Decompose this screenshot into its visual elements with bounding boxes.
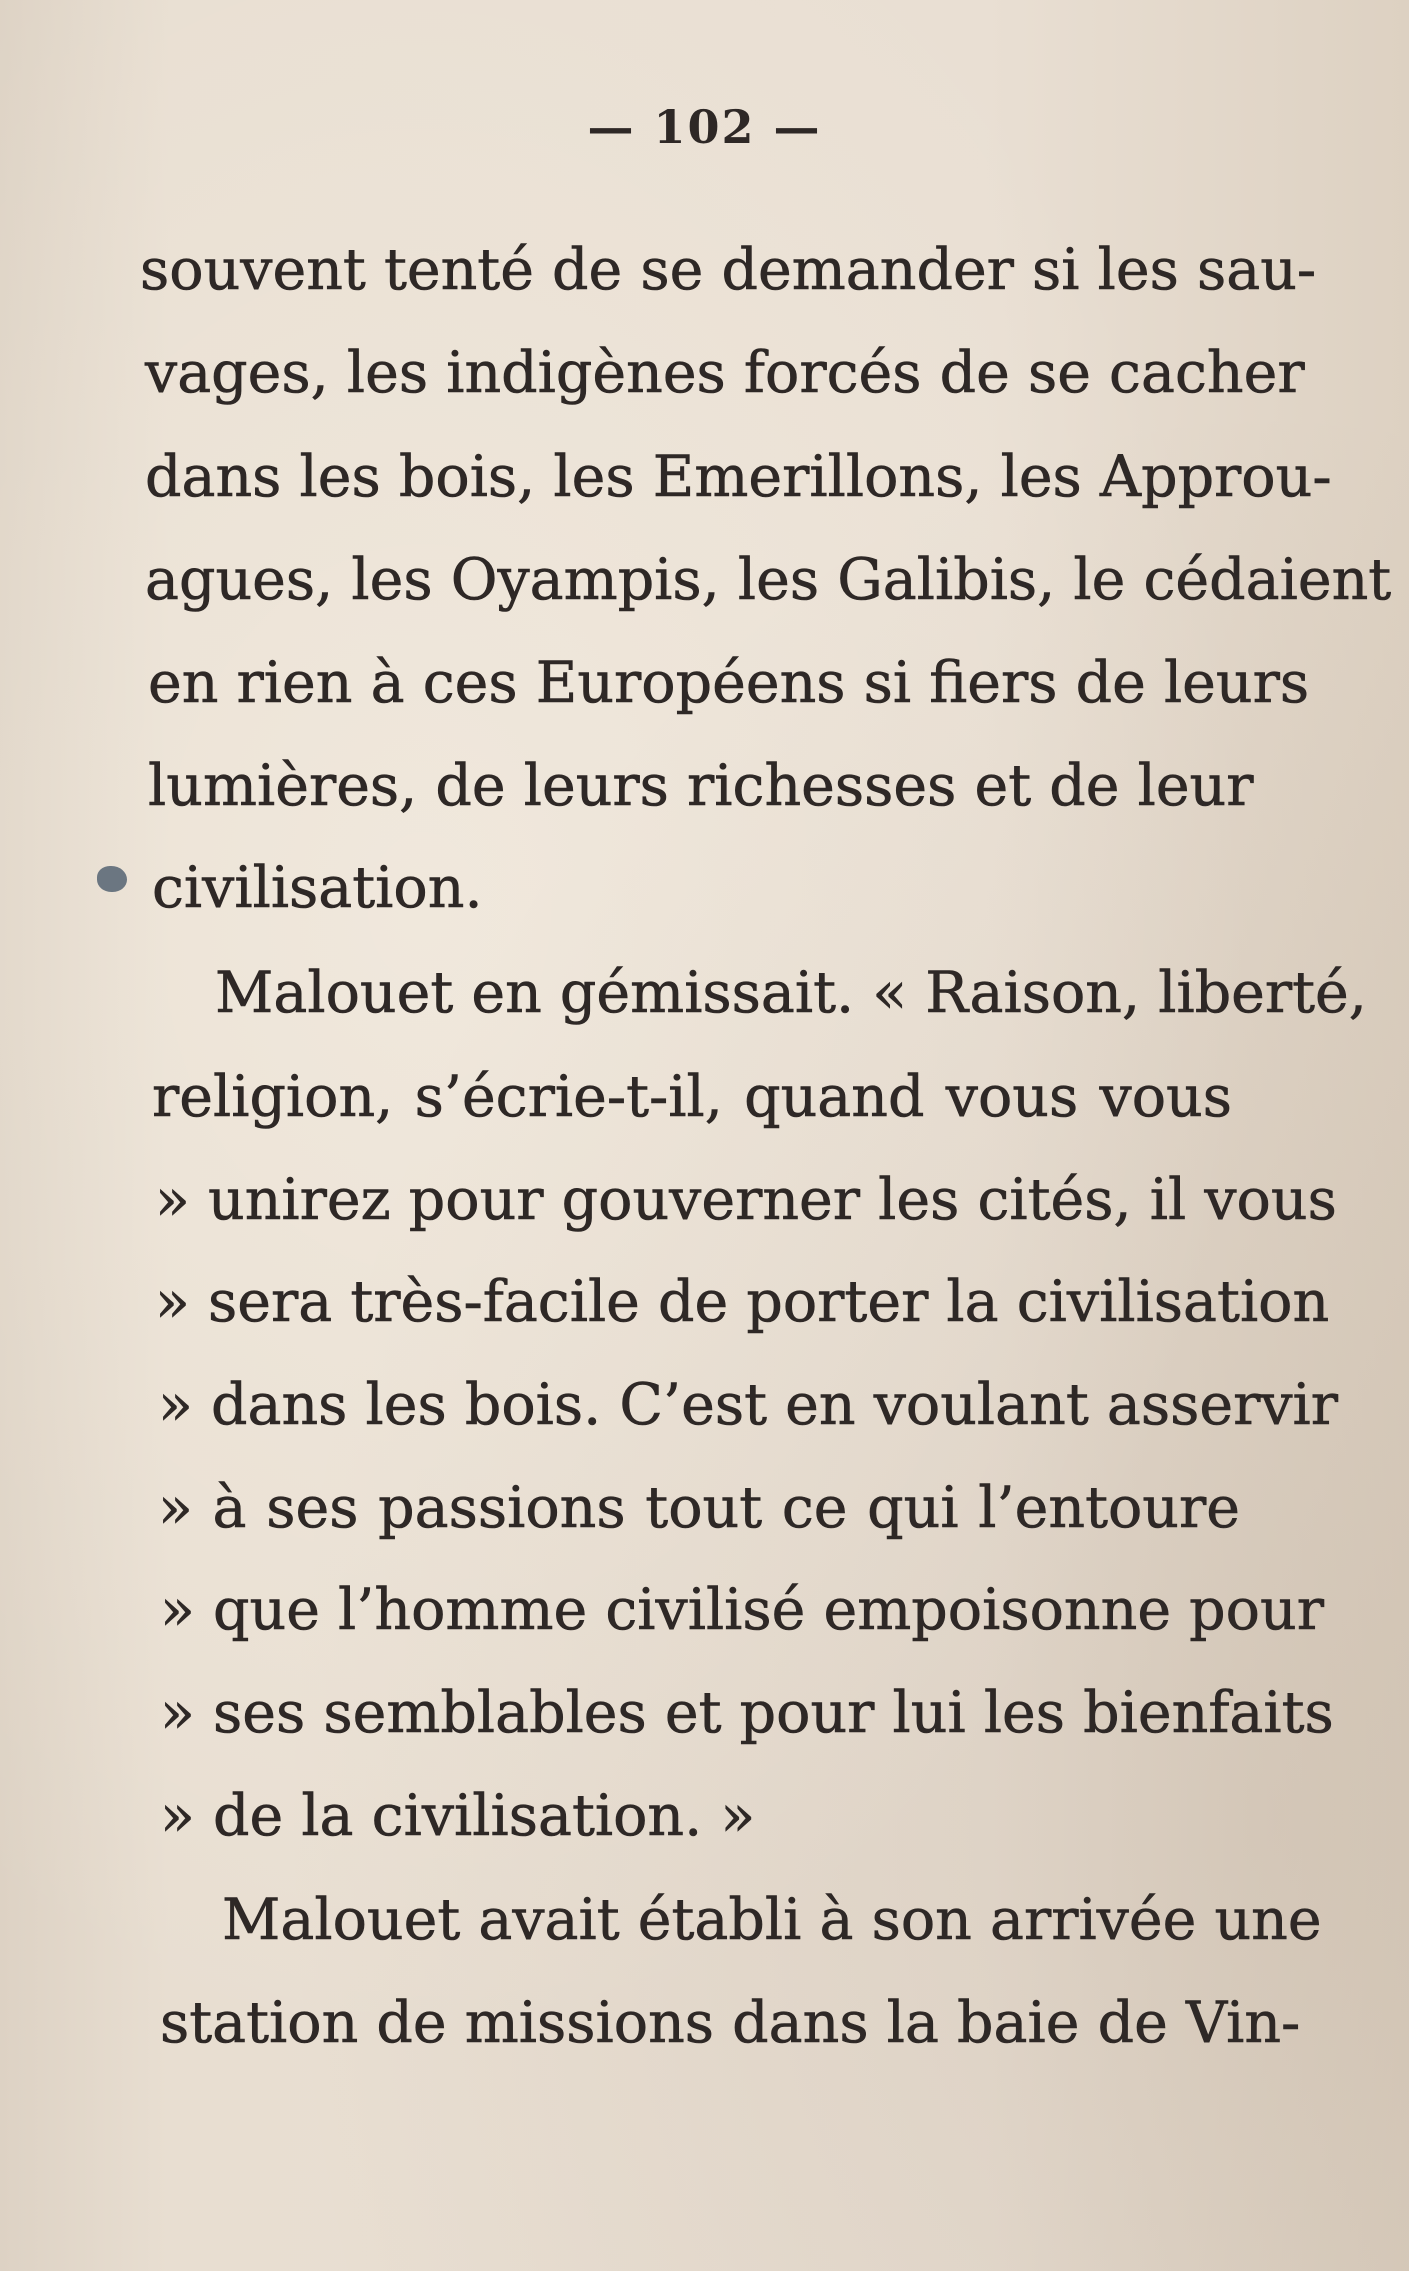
text-line: » que l’homme civilisé empoisonne pour xyxy=(160,1577,1324,1643)
ink-blot xyxy=(97,866,127,892)
text-line: civilisation. xyxy=(152,855,483,921)
page-number: — 102 — xyxy=(587,100,822,154)
text-line: » ses semblables et pour lui les bienfaits xyxy=(160,1680,1334,1746)
text-line: souvent tenté de se demander si les sau- xyxy=(140,237,1317,303)
text-line: Malouet en gémissait. « Raison, liberté, xyxy=(215,960,1367,1026)
text-line: » de la civilisation. » xyxy=(160,1783,756,1849)
text-line: station de missions dans la baie de Vin- xyxy=(160,1990,1301,2056)
text-line: agues, les Oyampis, les Galibis, le cédaient xyxy=(145,547,1392,613)
text-line: dans les bois, les Emerillons, les Approu- xyxy=(145,444,1332,510)
text-line: Malouet avait établi à son arrivée une xyxy=(222,1887,1322,1953)
text-line: lumières, de leurs richesses et de leur xyxy=(148,753,1254,819)
text-line: » sera très-facile de porter la civilisation xyxy=(155,1269,1330,1335)
text-line: » à ses passions tout ce qui l’entoure xyxy=(158,1475,1240,1541)
text-line: en rien à ces Européens si fiers de leurs xyxy=(148,650,1310,716)
text-line: » unirez pour gouverner les cités, il vous xyxy=(155,1167,1337,1233)
text-line: religion, s’écrie-t-il, quand vous vous xyxy=(152,1064,1232,1130)
text-line: » dans les bois. C’est en voulant asservir xyxy=(158,1372,1339,1438)
text-line: vages, les indigènes forcés de se cacher xyxy=(145,340,1305,406)
